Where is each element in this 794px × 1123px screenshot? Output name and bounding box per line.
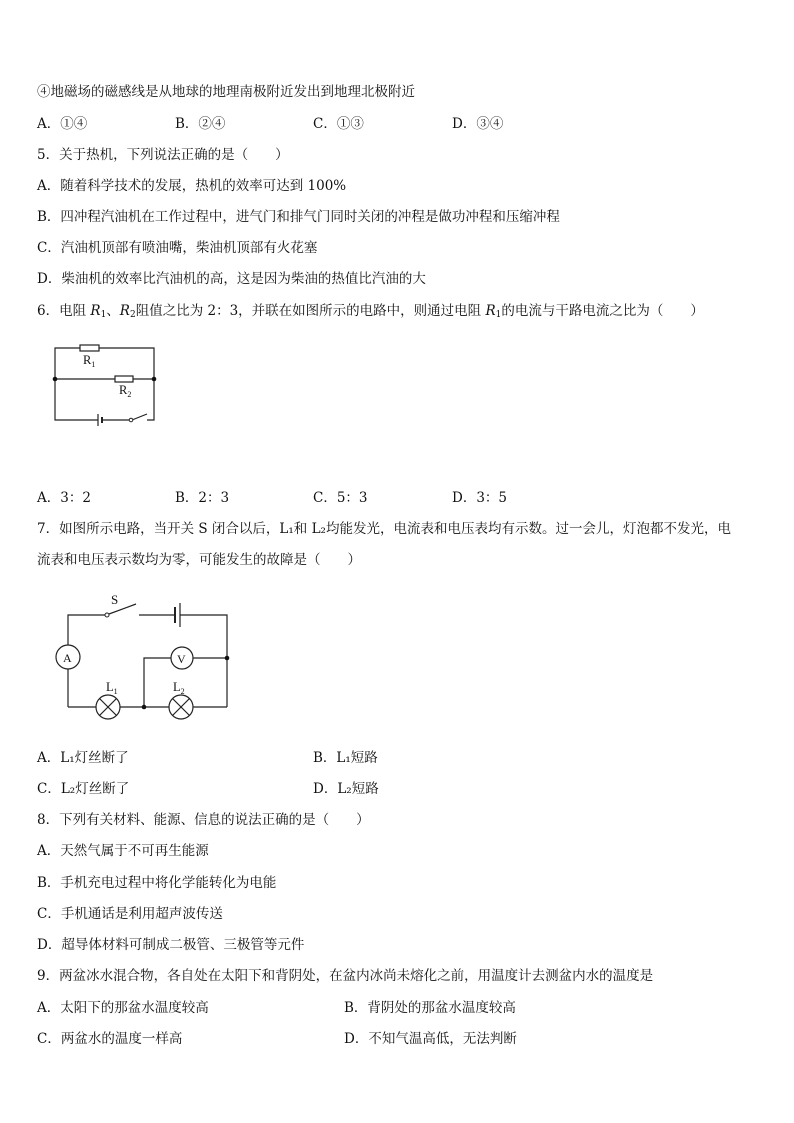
label-r1: $R_1$ xyxy=(83,353,96,369)
q6-suffix: 的电流与干路电流之比为（ ） xyxy=(501,303,704,319)
q7-stem-line-1: 7．如图所示电路，当开关 S 闭合以后，L₁和 L₂均能发光，电流表和电压表均有示数。过一会儿，灯泡都不发光，电 xyxy=(37,521,731,537)
q7-option-b: B．L₁短路 xyxy=(313,750,378,766)
label-l2: $L_2$ xyxy=(173,680,185,696)
q9-option-c: C．两盆水的温度一样高 xyxy=(37,1031,183,1047)
q6-stem xyxy=(37,303,704,319)
q5-option-a: A．随着科学技术的发展，热机的效率可达到 100% xyxy=(37,178,347,194)
q7-circuit-diagram xyxy=(40,585,240,725)
q6-middle: 阻值之比为 2：3，并联在如图所示的电路中，则通过电阻 xyxy=(135,303,486,319)
switch-pivot xyxy=(129,418,133,422)
label-switch-s: S xyxy=(111,592,119,607)
lamp-l2 xyxy=(169,695,193,719)
q9-option-a: A．太阳下的那盆水温度较高 xyxy=(37,1000,209,1016)
q8-stem: 8．下列有关材料、能源、信息的说法正确的是（ ） xyxy=(37,812,370,828)
q6-r2: R xyxy=(119,303,130,319)
q6-option-b: B．2：3 xyxy=(175,490,230,506)
q6-r1b-sub: 1 xyxy=(495,310,502,320)
q6-circuit-diagram xyxy=(50,340,160,430)
q4-option-b: B．②④ xyxy=(175,116,226,132)
q5-option-b: B．四冲程汽油机在工作过程中，进气门和排气门同时关闭的冲程是做功冲程和压缩冲程 xyxy=(37,209,560,225)
q8-option-c: C．手机通话是利用超声波传送 xyxy=(37,906,223,922)
q4-item-4: ④地磁场的磁感线是从地球的地理南极附近发出到地理北极附近 xyxy=(37,84,415,100)
junction-right xyxy=(152,377,157,382)
q5-stem: 5．关于热机，下列说法正确的是（ ） xyxy=(37,147,289,163)
q7-option-c: C．L₂灯丝断了 xyxy=(37,781,130,797)
q9-option-d: D．不知气温高低，无法判断 xyxy=(344,1031,517,1047)
label-ammeter: A xyxy=(63,651,72,665)
q6-sep: 、 xyxy=(106,303,120,319)
switch-lever xyxy=(132,414,147,420)
junction-right xyxy=(225,656,230,661)
junction-bottom xyxy=(142,705,147,710)
q8-option-b: B．手机充电过程中将化学能转化为电能 xyxy=(37,875,277,891)
q4-option-a: A．①④ xyxy=(37,116,88,132)
q6-r1b: R xyxy=(485,303,496,319)
q4-option-d: D．③④ xyxy=(452,116,504,132)
q6-option-d: D．3：5 xyxy=(452,490,508,506)
q9-stem: 9．两盆冰水混合物，各自处在太阳下和背阴处，在盆内冰尚未熔化之前，用温度计去测盆内水的温度是 xyxy=(37,968,654,984)
junction-left xyxy=(53,377,58,382)
q6-r1: R xyxy=(90,303,101,319)
q7-option-d: D．L₂短路 xyxy=(313,781,379,797)
q7-option-a: A．L₁灯丝断了 xyxy=(37,750,129,766)
q5-option-d: D．柴油机的效率比汽油机的高，这是因为柴油的热值比汽油的大 xyxy=(37,271,426,287)
q9-option-b: B．背阴处的那盆水温度较高 xyxy=(344,1000,516,1016)
lamp-l1 xyxy=(96,695,120,719)
q5-option-c: C．汽油机顶部有喷油嘴，柴油机顶部有火花塞 xyxy=(37,240,318,256)
label-l1: $L_1$ xyxy=(106,680,118,696)
q8-option-d: D．超导体材料可制成二极管、三极管等元件 xyxy=(37,937,305,953)
label-r2: $R_2$ xyxy=(119,383,132,399)
q8-option-a: A．天然气属于不可再生能源 xyxy=(37,843,209,859)
resistor-r1 xyxy=(80,345,99,351)
switch-pivot xyxy=(105,613,109,617)
q6-prefix: 6．电阻 xyxy=(37,303,91,319)
q4-option-c: C．①③ xyxy=(313,116,364,132)
q6-option-a: A．3：2 xyxy=(37,490,91,506)
q6-r1-sub: 1 xyxy=(100,310,107,320)
q7-stem-line-2: 流表和电压表示数均为零，可能发生的故障是（ ） xyxy=(37,552,361,568)
q6-r2-sub: 2 xyxy=(129,310,136,320)
label-voltmeter: V xyxy=(177,652,186,666)
q6-option-c: C．5：3 xyxy=(313,490,368,506)
resistor-r2 xyxy=(115,376,133,382)
